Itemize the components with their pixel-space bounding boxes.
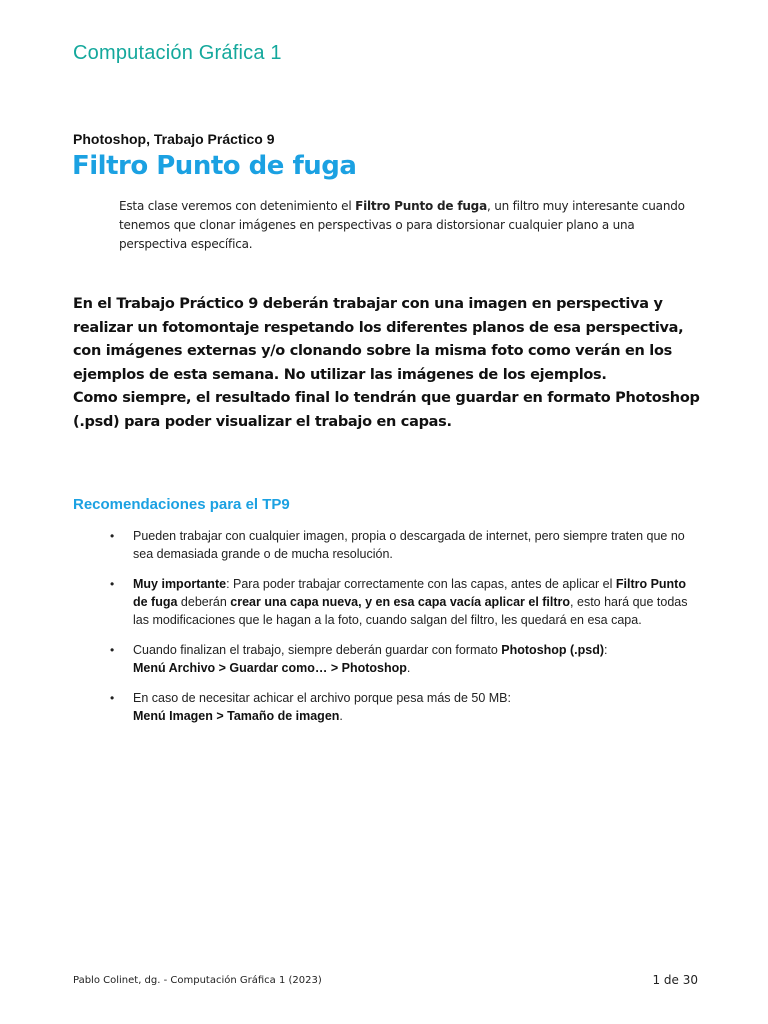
- course-title: Computación Gráfica 1: [73, 42, 282, 64]
- page-number: 1 de 30: [652, 973, 698, 987]
- rec-2-text-1: : Para poder trabajar correctamente con las capas, antes de aplicar el: [226, 577, 616, 591]
- list-item: [0, 641, 768, 677]
- bullet-icon: •: [110, 691, 115, 705]
- bullet-icon: •: [110, 577, 115, 591]
- rec-2-text-2: deberán: [177, 595, 231, 609]
- recommendations-list: [0, 527, 768, 737]
- rec-4-bold-1: Menú Imagen > Tamaño de imagen: [133, 709, 340, 723]
- rec-2-text-3: , esto hará que todas las modificaciones que le hagan a la foto, cuando salgan del filtro, les quedará en esa capa.: [133, 595, 688, 627]
- page-title: Filtro Punto de fuga: [72, 151, 357, 181]
- assignment-block: [73, 293, 703, 434]
- rec-2-bold-2: Filtro Punto de fuga: [133, 577, 686, 609]
- bullet-icon: •: [110, 529, 115, 543]
- footer-credit: Pablo Colinet, dg. - Computación Gráfica 1 (2023): [73, 975, 322, 986]
- rec-3-bold-2: Menú Archivo > Guardar como… > Photoshop: [133, 661, 407, 675]
- intro-paragraph: [119, 197, 704, 254]
- rec-3-bold-1: Photoshop (.psd): [501, 643, 605, 657]
- rec-1-text: Pueden trabajar con cualquier imagen, propia o descargada de internet, pero siempre traten que no sea demasiada grande o de mucha resolución.: [133, 529, 685, 561]
- rec-4-text-1: En caso de necesitar achicar el archivo porque pesa más de 50 MB:: [133, 691, 511, 705]
- rec-3-text-2: :: [604, 643, 608, 657]
- intro-text-2: , un filtro muy interesante cuando tenemos que clonar imágenes en perspectivas o para distorsionar cualquier plano a una perspectiva específica.: [119, 199, 685, 251]
- list-item: [0, 689, 768, 725]
- assignment-paragraph-1: En el Trabajo Práctico 9 deberán trabajar con una imagen en perspectiva y realizar un fotomontaje respetando los diferentes planos de esa perspectiva, con imágenes externas y/o clonando sobre la misma foto como verán en los ejemplos de esta semana. No utilizar las imágenes de los ejemplos.: [73, 296, 684, 383]
- intro-bold-filter: Filtro Punto de fuga: [355, 199, 487, 213]
- rec-3-text-3: .: [406, 661, 411, 675]
- rec-2-bold-3: crear una capa nueva, y en esa capa vacía aplicar el filtro: [230, 595, 571, 609]
- list-item: [0, 527, 768, 563]
- assignment-paragraph-2: Como siempre, el resultado final lo tendrán que guardar en formato Photoshop (.psd) para poder visualizar el trabajo en capas.: [73, 390, 700, 430]
- bullet-icon: •: [110, 643, 115, 657]
- intro-text-1: Esta clase veremos con detenimiento el: [119, 199, 356, 213]
- rec-4-text-2: .: [339, 709, 343, 723]
- assignment-subtitle: Photoshop, Trabajo Práctico 9: [73, 131, 275, 147]
- list-item: [0, 575, 768, 629]
- rec-2-bold-1: Muy importante: [133, 577, 227, 591]
- recommendations-heading: Recomendaciones para el TP9: [73, 496, 290, 513]
- rec-3-text-1: Cuando finalizan el trabajo, siempre deberán guardar con formato: [133, 643, 502, 657]
